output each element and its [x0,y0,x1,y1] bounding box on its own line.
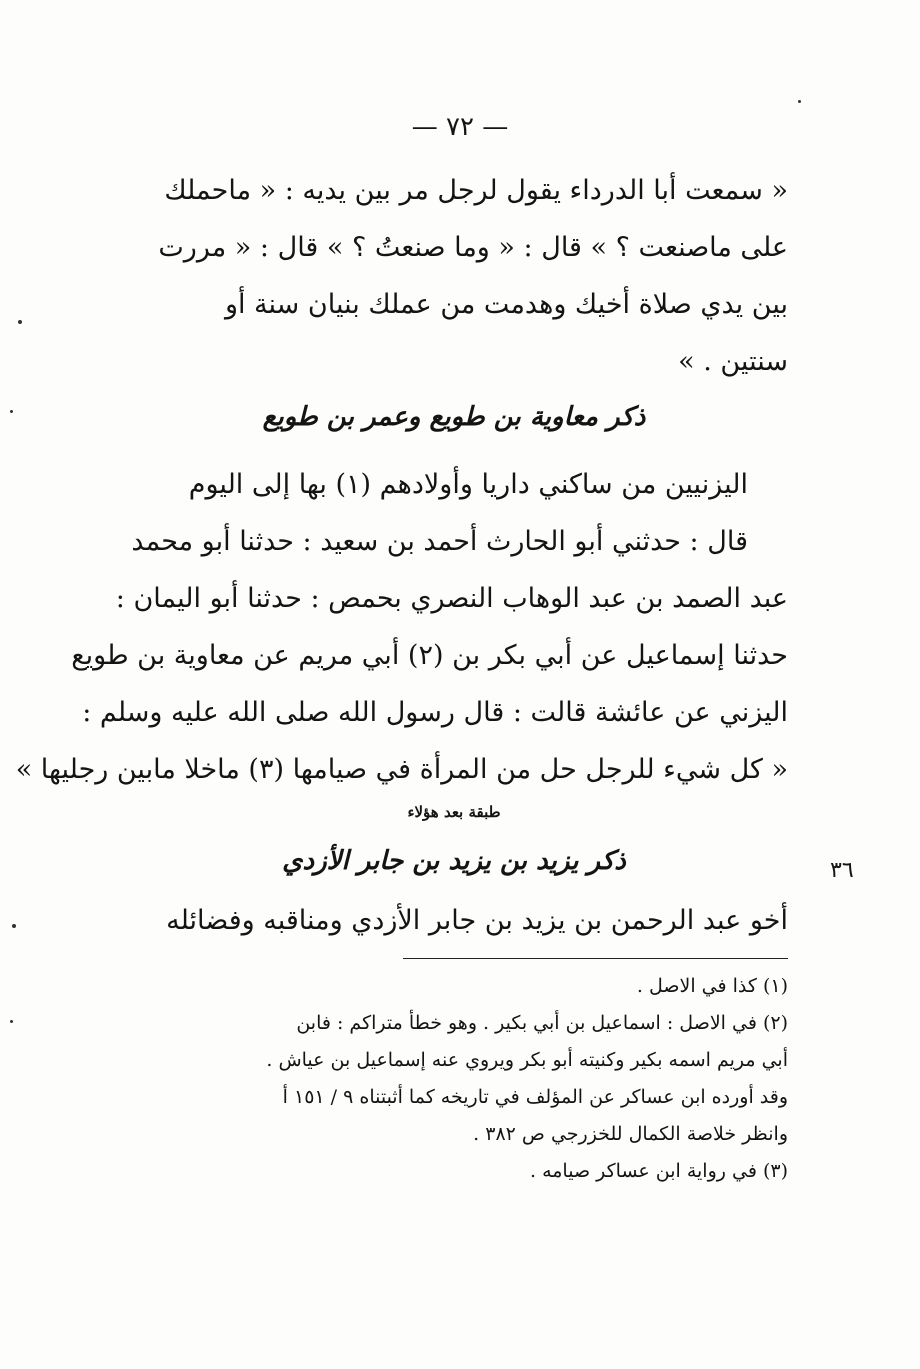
page-number: — ٧٢ — [411,112,509,142]
footnote-line: وقد أورده ابن عساكر عن المؤلف في تاريخه كما أثبتناه ٩ / ١٥١ أ [282,1086,788,1108]
text-line: اليزني عن عائشة قالت : قال رسول الله صلى الله عليه وسلم : [82,697,788,728]
text-line: أخو عبد الرحمن بن يزيد بن جابر الأزدي ومناقبه وفضائله [166,905,788,936]
paragraph-3 [120,892,788,949]
section-heading-1: ذكر معاوية بن طويع وعمر بن طويع [262,402,646,432]
text-line: « سمعت أبا الدرداء يقول لرجل مر بين يديه : « ماحملك [164,175,788,206]
scan-speck [10,410,13,413]
paragraph-2 [15,456,788,798]
text-line: « كل شيء للرجل حل من المرأة في صيامها (٣) ماخلا مابين رجليها » [15,754,788,785]
text-line: سنتين . » [678,346,788,377]
footnote-line: (٣) في رواية ابن عساكر صيامه . [529,1160,788,1182]
scan-speck [10,1020,13,1023]
scan-speck [798,100,801,103]
text-line: عبد الصمد بن عبد الوهاب النصري بحمص : حدثنا أبو اليمان : [115,583,788,614]
text-line: اليزنيين من ساكني داريا وأولادهم (١) بها إلى اليوم [188,469,748,500]
footnote-line: (١) كذا في الاصل . [636,975,788,997]
paragraph-1 [120,162,788,390]
text-line: قال : حدثني أبو الحارث أحمد بن سعيد : حدثنا أبو محمد [131,526,748,557]
text-line: على ماصنعت ؟ » قال : « وما صنعتُ ؟ » قال : « مررت [158,232,788,263]
text-line: بين يدي صلاة أخيك وهدمت من عملك بنيان سنة أو [224,289,788,320]
footnote-separator [403,958,788,959]
section-subnote: طبقة بعد هؤلاء [407,803,501,821]
text-line: حدثنا إسماعيل عن أبي بكر بن (٢) أبي مريم عن معاوية بن طويع [71,640,788,671]
scan-speck [18,320,22,324]
footnote-line: أبي مريم اسمه بكير وكنيته أبو بكر ويروي عنه إسماعيل بن عياش . [266,1049,788,1071]
section-heading-2: ذكر يزيد بن يزيد بن جابر الأزدي [282,846,626,876]
footnote-line: وانظر خلاصة الكمال للخزرجي ص ٣٨٢ . [473,1123,788,1145]
footnote-line: (٢) في الاصل : اسماعيل بن أبي بكير . وهو خطأ متراكم : فابن [296,1012,788,1034]
margin-number: ٣٦ [830,858,854,883]
footnotes [120,968,788,1190]
scan-speck [12,924,16,928]
